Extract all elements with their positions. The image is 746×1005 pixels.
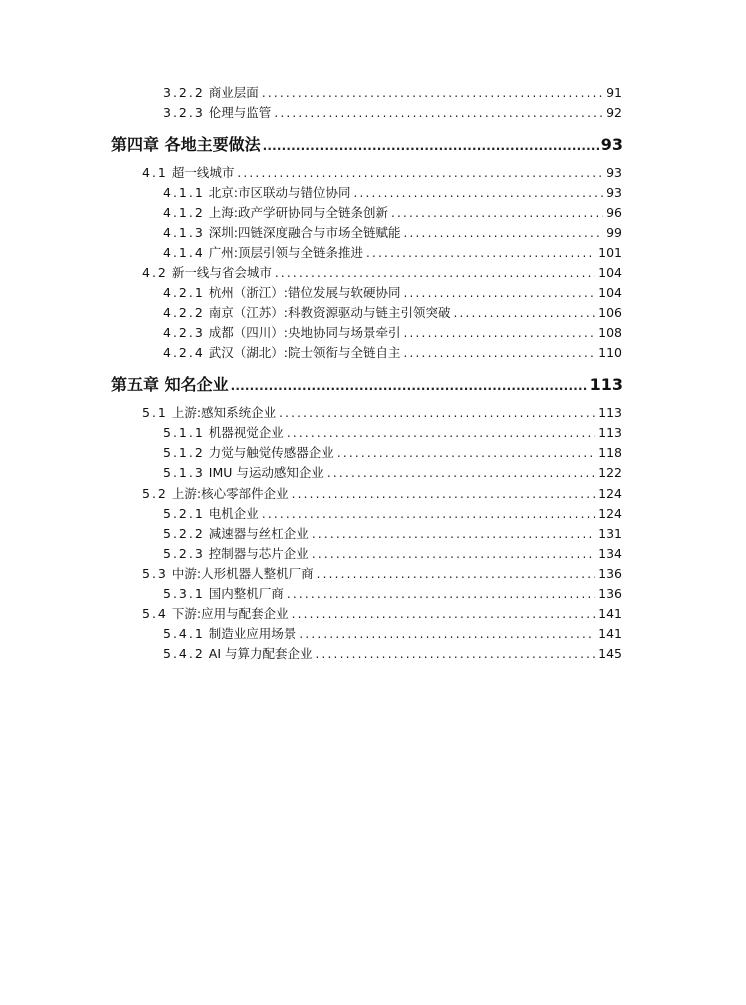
toc-entry-title (111, 133, 261, 157)
dot-leader (327, 463, 595, 483)
dot-leader (279, 403, 595, 423)
toc-entry-text: 上海:政产学研协同与全链条创新 (208, 205, 389, 220)
toc-entry-text: 北京:市区联动与错位协同 (208, 185, 351, 200)
toc-entry[interactable] (163, 423, 622, 443)
toc-entry-title (142, 403, 276, 423)
toc-entry-number: 5.1.1 (163, 425, 205, 440)
toc-entry-text: 上游:核心零部件企业 (171, 486, 289, 501)
toc-page-number: 93 (606, 165, 622, 180)
toc-entry-number: 3.2.2 (163, 85, 205, 100)
toc-entry-text: 广州:顶层引领与全链条推进 (208, 245, 364, 260)
toc-entry-number: 5.4.2 (163, 646, 205, 661)
dot-leader (317, 564, 596, 584)
toc-entry[interactable] (163, 524, 622, 544)
toc-entry-title (142, 484, 289, 504)
toc-entry[interactable] (163, 343, 622, 363)
toc-entry-title (163, 544, 309, 564)
toc-page-number: 110 (598, 345, 622, 360)
toc-entry-text: 力觉与触觉传感器企业 (208, 445, 334, 460)
toc-page-number: 99 (606, 225, 622, 240)
toc-entry-text: 伦理与监管 (208, 105, 272, 120)
dot-leader (263, 134, 599, 158)
toc-page-number: 104 (598, 285, 622, 300)
toc-entry-number: 5.3 (142, 566, 168, 581)
toc-entry[interactable] (163, 223, 622, 243)
toc-entry-text: 杭州（浙江）:错位发展与软硬协同 (208, 285, 401, 300)
toc-entry[interactable] (163, 183, 622, 203)
toc-page-number: 92 (606, 105, 622, 120)
toc-entry[interactable] (142, 163, 622, 183)
toc-page-number: 108 (598, 325, 622, 340)
toc-entry-title (163, 624, 296, 644)
toc-entry-number: 5.1 (142, 405, 168, 420)
toc-page-number: 124 (598, 486, 622, 501)
toc-page-number: 106 (598, 305, 622, 320)
toc-entry-number: 4.2.3 (163, 325, 205, 340)
dot-leader (237, 163, 603, 183)
toc-entry-text: 制造业应用场景 (208, 626, 297, 641)
toc-entry-text: 控制器与芯片企业 (208, 546, 309, 561)
toc-entry-title (163, 183, 351, 203)
dot-leader (366, 243, 595, 263)
toc-entry-title (163, 203, 388, 223)
toc-page-number: 145 (598, 646, 622, 661)
toc-entry[interactable] (142, 564, 622, 584)
toc-entry-number: 4.2.2 (163, 305, 205, 320)
toc-entry-text: 国内整机厂商 (208, 586, 284, 601)
toc-entry-title (163, 323, 401, 343)
toc-entry-number: 4.1.2 (163, 205, 205, 220)
toc-entry-number: 3.2.3 (163, 105, 205, 120)
dot-leader (316, 644, 596, 664)
toc-entry-title (142, 163, 234, 183)
toc-chapter-entry[interactable] (111, 373, 623, 397)
toc-page-number: 101 (598, 245, 622, 260)
dot-leader (287, 584, 595, 604)
dot-leader (391, 203, 603, 223)
toc-page-number: 96 (606, 205, 622, 220)
dot-leader (337, 443, 595, 463)
toc-entry-number: 4.1.4 (163, 245, 205, 260)
toc-entry-title (163, 644, 313, 664)
toc-entry-number: 4.2.1 (163, 285, 205, 300)
toc-entry-number: 5.2.2 (163, 526, 205, 541)
toc-entry-text: AI 与算力配套企业 (208, 646, 313, 661)
toc-entry-text: 新一线与省会城市 (171, 265, 272, 280)
toc-entry-text: 电机企业 (208, 506, 259, 521)
toc-entry-text: 第四章 各地主要做法 (111, 135, 261, 154)
toc-entry-title (163, 283, 401, 303)
dot-leader (404, 343, 596, 363)
toc-entry-text: 武汉（湖北）:院士领衔与全链自主 (208, 345, 401, 360)
toc-page-number: 136 (598, 586, 622, 601)
toc-page-number: 104 (598, 265, 622, 280)
toc-entry[interactable] (163, 544, 622, 564)
toc-entry[interactable] (163, 243, 622, 263)
dot-leader (312, 544, 595, 564)
toc-page-number: 124 (598, 506, 622, 521)
toc-page-number: 141 (598, 626, 622, 641)
toc-page-number: 134 (598, 546, 622, 561)
toc-entry[interactable] (142, 604, 622, 624)
toc-entry[interactable] (163, 463, 622, 483)
toc-entry-title (163, 524, 309, 544)
toc-entry[interactable] (163, 504, 622, 524)
toc-entry[interactable] (163, 584, 622, 604)
toc-page-number: 141 (598, 606, 622, 621)
toc-entry-text: 商业层面 (208, 85, 259, 100)
toc-entry-text: 减速器与丝杠企业 (208, 526, 309, 541)
toc-entry-number: 5.2 (142, 486, 168, 501)
toc-entry[interactable] (142, 403, 622, 423)
toc-entry[interactable] (163, 283, 622, 303)
toc-entry[interactable] (163, 443, 622, 463)
toc-entry-text: 上游:感知系统企业 (171, 405, 277, 420)
toc-page-number: 113 (598, 425, 622, 440)
toc-entry-text: 中游:人形机器人整机厂商 (171, 566, 314, 581)
dot-leader (275, 263, 595, 283)
toc-entry[interactable] (142, 484, 622, 504)
dot-leader (262, 83, 603, 103)
toc-entry-text: 南京（江苏）:科教资源驱动与链主引领突破 (208, 305, 451, 320)
dot-leader (287, 423, 595, 443)
toc-page-number: 136 (598, 566, 622, 581)
toc-entry-title (142, 564, 314, 584)
toc-entry-number: 4.1.3 (163, 225, 205, 240)
dot-leader (404, 323, 596, 343)
toc-entry-number: 5.1.2 (163, 445, 205, 460)
toc-page-number: 131 (598, 526, 622, 541)
toc-entry[interactable] (163, 323, 622, 343)
toc-entry-title (142, 604, 289, 624)
toc-entry-title (163, 343, 401, 363)
toc-entry-number: 4.2.4 (163, 345, 205, 360)
toc-entry-number: 5.2.3 (163, 546, 205, 561)
toc-entry-number: 5.3.1 (163, 586, 205, 601)
toc-chapter-entry[interactable] (111, 133, 623, 157)
toc-entry-text: 机器视觉企业 (208, 425, 284, 440)
dot-leader (292, 484, 596, 504)
toc-page-number: 93 (606, 185, 622, 200)
dot-leader (262, 504, 595, 524)
toc-entry-number: 5.2.1 (163, 506, 205, 521)
toc-page-number: 91 (606, 85, 622, 100)
toc-entry-title (163, 103, 271, 123)
toc-entry-text: 深圳:四链深度融合与市场全链赋能 (208, 225, 401, 240)
toc-entry-title (163, 463, 324, 483)
toc-entry-number: 5.1.3 (163, 465, 205, 480)
toc-page-number: 122 (598, 465, 622, 480)
toc-entry-title (163, 423, 284, 443)
toc-entry[interactable] (142, 263, 622, 283)
toc-entry-title (163, 223, 401, 243)
toc-entry-text: 第五章 知名企业 (111, 375, 229, 394)
toc-entry-text: 成都（四川）:央地协同与场景牵引 (208, 325, 401, 340)
toc-entry-title (163, 303, 451, 323)
toc-page-number: 113 (598, 405, 622, 420)
toc-entry[interactable] (163, 103, 622, 123)
toc-entry-text: 超一线城市 (171, 165, 235, 180)
toc-entry[interactable] (163, 83, 622, 103)
toc-entry-number: 4.1.1 (163, 185, 205, 200)
dot-leader (299, 624, 595, 644)
toc-entry[interactable] (163, 624, 622, 644)
toc-entry-title (163, 243, 363, 263)
toc-entry-title (163, 443, 334, 463)
toc-entry-text: 下游:应用与配套企业 (171, 606, 289, 621)
toc-entry-number: 5.4 (142, 606, 168, 621)
toc-entry-title (163, 584, 284, 604)
toc-entry-number: 4.1 (142, 165, 168, 180)
toc-entry-title (163, 83, 259, 103)
toc-entry-number: 4.2 (142, 265, 168, 280)
dot-leader (454, 303, 596, 323)
dot-leader (404, 283, 596, 303)
toc-page-number: 118 (598, 445, 622, 460)
toc-entry[interactable] (163, 203, 622, 223)
toc-page-number: 93 (600, 135, 623, 154)
dot-leader (404, 223, 604, 243)
toc-entry-title (142, 263, 272, 283)
dot-leader (292, 604, 596, 624)
dot-leader (274, 103, 603, 123)
toc-entry-number: 5.4.1 (163, 626, 205, 641)
toc-entry[interactable] (163, 644, 622, 664)
toc-entry-title (111, 373, 229, 397)
toc-entry-title (163, 504, 259, 524)
toc-entry[interactable] (163, 303, 622, 323)
dot-leader (312, 524, 595, 544)
toc-page-number: 113 (589, 375, 623, 394)
dot-leader (354, 183, 604, 203)
dot-leader (231, 374, 588, 398)
toc-entry-text: IMU 与运动感知企业 (208, 465, 324, 480)
